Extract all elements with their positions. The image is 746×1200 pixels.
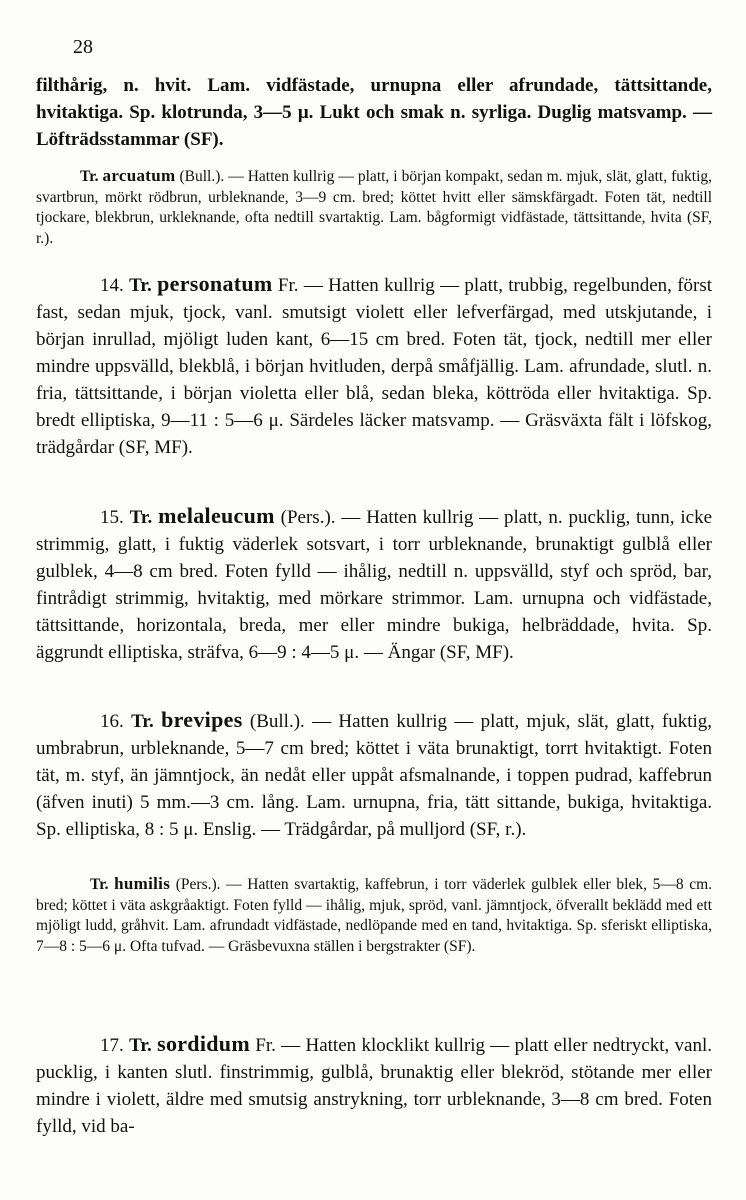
entry-sordidum (36, 1030, 712, 1140)
genus-abbrev: Tr. (90, 876, 109, 893)
entry-description: — Hatten kullrig — platt, n. pucklig, tunn, icke strimmig, glatt, i fuktig väderlek sotsvart, i torr urbleknande, brunaktigt gulblå eller gulblek, 4—8 cm bred. Foten fylld — ihålig, nedtill n. uppsvälld, styf och spröd, bar, fintrådigt strimmig, hvitaktig, med mörkare strimmor. Lam. urnupna och vidfästade, tättsittande, horizontala, breda, mer eller mindre bukiga, helbräddade, hvita. Sp. äggrundt elliptiska, sträfva, 6—9 : 4—5 μ. — Ängar (SF, MF). (36, 507, 713, 663)
genus-abbrev: Tr. (131, 711, 154, 732)
entry-description: — Hatten kullrig — platt, mjuk, slät, glatt, fuktig, umbrabrun, urbleknande, 5—7 cm bred; köttet i väta brunaktigt, torrt hvitaktigt. Foten tät, m. styf, än jämntjock, än nedåt eller uppåt afsmalnande, i toppen pudrad, kaffebrun (äfven inuti) 5 mm.—3 cm. lång. Lam. urnupna, fria, tätt sittande, bukiga, hvitaktiga. Sp. elliptiska, 8 : 5 μ. Enslig. — Trädgårdar, på mulljord (SF, r.). (36, 711, 713, 840)
author-citation: (Bull.). (249, 711, 305, 732)
entry-humilis (36, 874, 712, 957)
entry-description: — Hatten klocklikt kullrig — platt eller nedtryckt, vanl. pucklig, i kanten slutl. finstrimmig, gulblå, brunaktig eller blekröd, stötande mer eller mindre i violett, äldre med smutsig anstrykning, torr urbleknande, 3—8 cm bred. Foten fylld, vid ba- (36, 1035, 713, 1137)
genus-abbrev: Tr. (129, 275, 152, 296)
species-name: melaleucum (158, 503, 275, 528)
entry-description: — Hatten svartaktig, kaffebrun, i torr väderlek gulblek eller blek, 5—8 cm. bred; köttet i väta askgråaktigt. Foten fylld — ihålig, mjuk, spröd, vanl. jämntjock, öfverallt beklädd med ett mjöligt ludd, gråhvit. Lam. afrundadt vidfästade, nedlöpande med en tand, hvitaktiga. Sp. sferiskt elliptiska, 7—8 : 5—6 μ. Ofta tufvad. — Gräsbevuxna ställen i bergstrakter (SF). (36, 876, 713, 955)
species-name: personatum (157, 271, 273, 296)
author-citation: (Bull.). (179, 168, 225, 185)
entry-number: 17. (100, 1035, 124, 1056)
author-citation: Fr. (277, 275, 299, 296)
genus-abbrev: Tr. (129, 1035, 152, 1056)
continuation-paragraph (36, 72, 712, 153)
species-name: brevipes (161, 707, 243, 732)
entry-description: — Hatten kullrig — platt, trubbig, regelbunden, först fast, sedan mjuk, tjock, vanl. smutsigt violett eller lefverfärgad, med utskjutande, i början inrullad, mjöligt luden kant, 6—15 cm bred. Foten tät, tjock, nedtill mer eller mindre uppsvälld, blekblå, i början hvitluden, derpå småfjällig. Lam. afrundade, slutl. n. fria, tättsittande, i början violetta eller blå, sedan bleka, köttröda eller hvitaktiga. Sp. bredt elliptiska, 9—11 : 5—6 μ. Särdeles läcker matsvamp. — Gräsväxta fält i löfskog, trädgårdar (SF, MF). (36, 275, 713, 458)
entry-arcuatum (36, 166, 712, 249)
genus-abbrev: Tr. (80, 168, 99, 185)
entry-description: — Hatten kullrig — platt, i början kompakt, sedan m. mjuk, slät, glatt, fuktig, svartbrun, mörkt rödbrun, urbleknande, 3—9 cm. bred; köttet hvitt eller sämskfärgadt. Foten tät, nedtill tjockare, blekbrun, urkleknande, ofta nedtill svartaktig. Lam. bågformigt vidfästade, tättsittande, hvita (SF, r.). (36, 168, 712, 247)
species-name: arcuatum (102, 166, 176, 185)
author-citation: (Pers.). (175, 876, 221, 893)
entry-personatum (36, 270, 712, 461)
entry-number: 16. (100, 711, 124, 732)
author-citation: Fr. (255, 1035, 276, 1056)
species-name: sordidum (157, 1031, 250, 1056)
page-number: 28 (73, 36, 93, 58)
entry-brevipes (36, 706, 712, 843)
entry-number: 15. (100, 507, 124, 528)
species-name: humilis (114, 874, 171, 893)
author-citation: (Pers.). (280, 507, 336, 528)
entry-melaleucum (36, 502, 712, 666)
continuation-text: filthårig, n. hvit. Lam. vidfästade, urnupna eller afrundade, tättsittande, hvitaktiga. Sp. klotrunda, 3—5 μ. Lukt och smak n. syrliga. Duglig matsvamp. — Löfträdsstammar (SF). (36, 75, 712, 150)
genus-abbrev: Tr. (129, 507, 153, 528)
entry-number: 14. (100, 275, 124, 296)
